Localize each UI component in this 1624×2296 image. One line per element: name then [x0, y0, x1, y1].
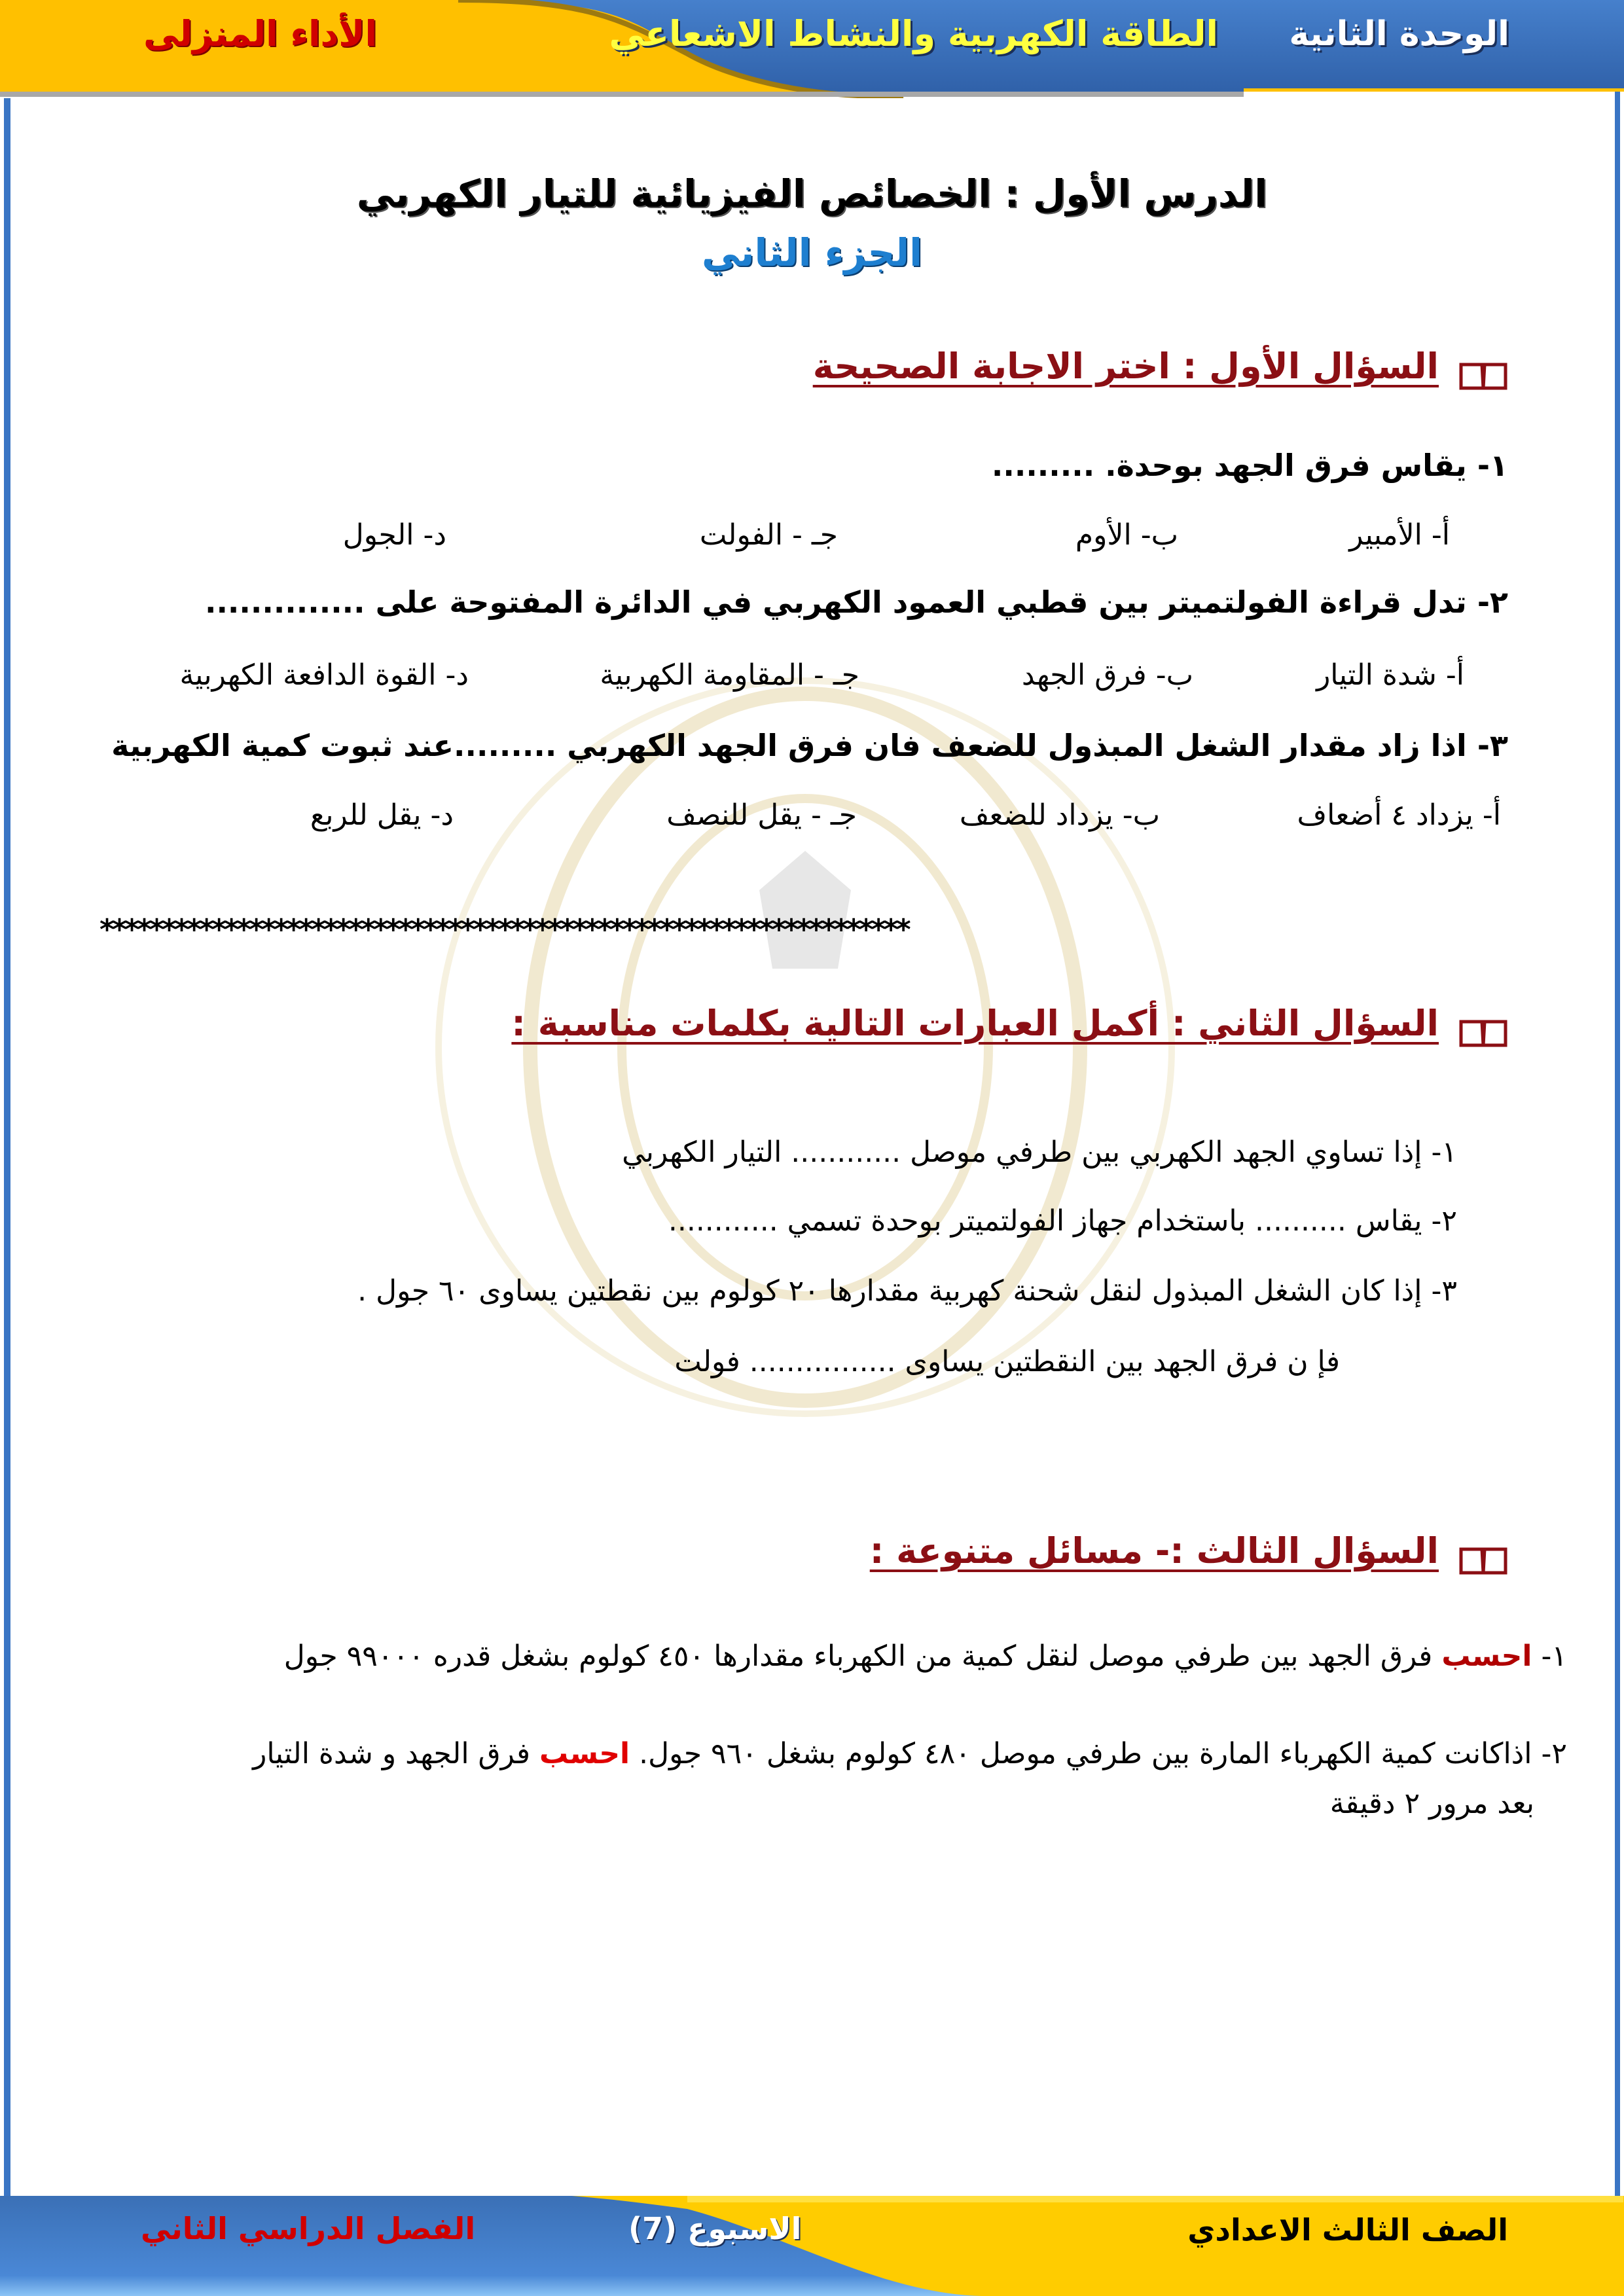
book-icon [1458, 361, 1508, 391]
q3-item-2-keyword: احسب [539, 1737, 630, 1770]
q1-item-1: ١- يقاس فرق الجهد بوحدة. ......... [991, 448, 1508, 483]
q2-item-2: ٢- يقاس .......... باستخدام جهاز الفولتميتر بوحدة تسمي ............ [668, 1204, 1457, 1238]
q3-item-1-keyword: احسب [1441, 1640, 1532, 1673]
q1-item-2-option-c[interactable]: جـ - المقاومة الكهربية [600, 658, 859, 692]
q1-item-1-option-a[interactable]: أ- الأمبير [1349, 518, 1450, 552]
q1-item-3-option-d[interactable]: د- يقل للربع [310, 798, 454, 832]
q1-item-2-option-b[interactable]: ب- فرق الجهد [1021, 658, 1193, 692]
footer-grade: الصف الثالث الاعدادي [1187, 2212, 1508, 2248]
q3-item-2-text-start: ٢- اذاكانت كمية الكهرباء المارة بين طرفي موصل ٤٨٠ كولوم بشغل ٩٦٠ جول. [630, 1737, 1567, 1770]
lesson-part: الجزء الثاني [702, 230, 922, 275]
q3-item-1 [284, 1640, 1567, 1673]
q1-item-3-option-b[interactable]: ب- يزداد للضعف [959, 798, 1160, 832]
star-separator: ***************************************************************** [99, 913, 909, 946]
q3-item-2-text-end: فرق الجهد و شدة التيار [253, 1737, 539, 1770]
unit-label: الوحدة الثانية [1289, 14, 1509, 54]
question-2-heading-text: السؤال الثاني : أكمل العبارات التالية بكلمات مناسبة : [511, 1003, 1439, 1044]
footer-term: الفصل الدراسي الثاني [141, 2211, 476, 2246]
q2-item-3-continued: فإ ن فرق الجهد بين النقطتين يساوى ................ فولت [674, 1345, 1340, 1378]
question-2-heading [511, 1003, 1508, 1048]
section-label: الأداء المنزلى [143, 13, 377, 54]
book-icon [1458, 1545, 1508, 1575]
q1-item-3-option-c[interactable]: جـ - يقل للنصف [666, 798, 857, 832]
book-icon [1458, 1018, 1508, 1048]
q1-item-3: ٣- اذا زاد مقدار الشغل المبذول للضعف فان فرق الجهد الكهربي .........عند ثبوت كمية الكهربية [111, 728, 1508, 763]
question-3-heading [870, 1530, 1508, 1575]
lesson-title: الدرس الأول : الخصائص الفيزيائية للتيار الكهربي [356, 171, 1268, 216]
footer-week: الاسبوع (7) [628, 2211, 802, 2246]
q3-item-2 [253, 1737, 1567, 1770]
q1-item-2-option-a[interactable]: أ- شدة التيار [1316, 658, 1464, 692]
q3-item-1-text: فرق الجهد بين طرفي موصل لنقل كمية من الكهرباء مقدارها ٤٥٠ كولوم بشغل قدره ٩٩٠٠٠ جول [283, 1640, 1442, 1673]
page-border-left [4, 98, 10, 2196]
q3-item-2-continued: بعد مرور ٢ دقيقة [1329, 1787, 1534, 1820]
question-1-heading-text: السؤال الأول : اختر الاجابة الصحيحة [812, 346, 1439, 387]
q2-item-1: ١- إذا تساوي الجهد الكهربي بين طرفي موصل ............ التيار الكهربي [622, 1136, 1457, 1169]
q1-item-1-option-b[interactable]: ب- الأوم [1075, 518, 1178, 552]
question-3-heading-text: السؤال الثالث :- مسائل متنوعة : [869, 1530, 1439, 1571]
q1-item-1-option-d[interactable]: د- الجول [342, 518, 446, 552]
page-border-right [1615, 92, 1620, 2196]
topic-title: الطاقة الكهربية والنشاط الاشعاعي [609, 13, 1218, 54]
q1-item-3-option-a[interactable]: أ- يزداد ٤ أضعاف [1297, 798, 1501, 832]
ministry-seal-watermark [262, 576, 1375, 1525]
q1-item-2-option-d[interactable]: د- القوة الدافعة الكهربية [179, 658, 469, 692]
question-1-heading [813, 346, 1508, 391]
q1-item-1-option-c[interactable]: جـ - الفولت [699, 518, 838, 552]
q3-item-1-number: ١- [1532, 1640, 1567, 1673]
q1-item-2: ٢- تدل قراءة الفولتميتر بين قطبي العمود الكهربي في الدائرة المفتوحة على .............. [204, 584, 1508, 620]
q2-item-3: ٣- إذا كان الشغل المبذول لنقل شحنة كهربية مقدارها ٢٠ كولوم بين نقطتين يساوى ٦٠ جول . [357, 1274, 1457, 1308]
